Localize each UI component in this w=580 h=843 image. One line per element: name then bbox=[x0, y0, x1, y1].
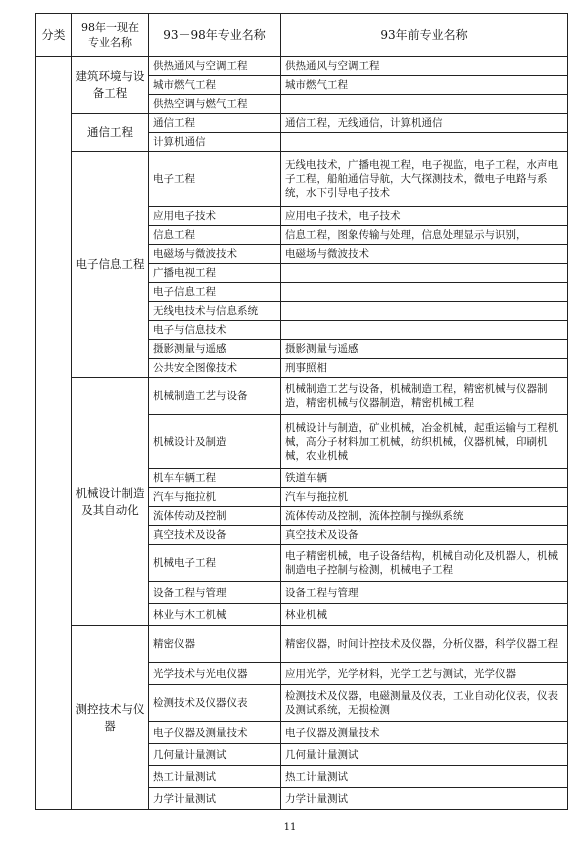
old-name: 几何量计量测试 bbox=[281, 744, 568, 766]
mid-name: 机械电子工程 bbox=[149, 545, 281, 582]
table-row bbox=[36, 378, 568, 415]
mid-name: 设备工程与管理 bbox=[149, 582, 281, 604]
group-name: 通信工程 bbox=[72, 114, 149, 152]
table-row bbox=[36, 152, 568, 207]
mid-name: 无线电技术与信息系统 bbox=[149, 302, 281, 321]
mid-name: 电子信息工程 bbox=[149, 283, 281, 302]
group-name: 建筑环境与设备工程 bbox=[72, 57, 149, 114]
mid-name: 光学技术与光电仪器 bbox=[149, 663, 281, 685]
old-name: 无线电技术，广播电视工程，电子视监，电子工程，水声电子工程，船舶通信导航，大气探测技术，微电子电路与系统，水下引导电子技术 bbox=[281, 152, 568, 207]
mid-name: 电磁场与微波技术 bbox=[149, 245, 281, 264]
old-name: 林业机械 bbox=[281, 604, 568, 626]
mid-name: 供热空调与燃气工程 bbox=[149, 95, 281, 114]
mid-name: 城市燃气工程 bbox=[149, 76, 281, 95]
mid-name: 电子仪器及测量技术 bbox=[149, 722, 281, 744]
header-row bbox=[36, 14, 568, 57]
table-row bbox=[36, 57, 568, 76]
old-name: 设备工程与管理 bbox=[281, 582, 568, 604]
mid-name: 真空技术及设备 bbox=[149, 526, 281, 545]
mid-name: 机械设计及制造 bbox=[149, 415, 281, 469]
page-number: 11 bbox=[283, 822, 297, 833]
mid-name: 机车车辆工程 bbox=[149, 469, 281, 488]
old-name bbox=[281, 321, 568, 340]
old-name: 检测技术及仪器，电磁测量及仪表，工业自动化仪表，仪表及测试系统，无损检测 bbox=[281, 685, 568, 722]
old-name: 流体传动及控制，流体控制与操纵系统 bbox=[281, 507, 568, 526]
mid-name: 广播电视工程 bbox=[149, 264, 281, 283]
mid-name: 通信工程 bbox=[149, 114, 281, 133]
old-name: 电子仪器及测量技术 bbox=[281, 722, 568, 744]
old-name: 电子精密机械，电子设备结构，机械自动化及机器人，机械制造电子控制与检测，机械电子工程 bbox=[281, 545, 568, 582]
mid-name: 信息工程 bbox=[149, 226, 281, 245]
mid-name: 电子与信息技术 bbox=[149, 321, 281, 340]
header-category: 分类 bbox=[36, 14, 72, 57]
mid-name: 林业与木工机械 bbox=[149, 604, 281, 626]
old-name: 汽车与拖拉机 bbox=[281, 488, 568, 507]
mid-name: 精密仪器 bbox=[149, 626, 281, 663]
old-name bbox=[281, 264, 568, 283]
old-name bbox=[281, 302, 568, 321]
table-row bbox=[36, 114, 568, 133]
old-name: 供热通风与空调工程 bbox=[281, 57, 568, 76]
mid-name: 力学计量测试 bbox=[149, 788, 281, 810]
header-pre-93-name: 93年前专业名称 bbox=[281, 14, 568, 57]
mid-name: 供热通风与空调工程 bbox=[149, 57, 281, 76]
old-name: 机械制造工艺与设备，机械制造工程，精密机械与仪器制造，精密机械与仪器制造，精密机械工程 bbox=[281, 378, 568, 415]
mid-name: 流体传动及控制 bbox=[149, 507, 281, 526]
mid-name: 摄影测量与遥感 bbox=[149, 340, 281, 359]
old-name: 机械设计与制造，矿业机械，冶金机械，起重运输与工程机械，高分子材料加工机械，纺织机械，仪器机械，印刷机械，农业机械 bbox=[281, 415, 568, 469]
mid-name: 应用电子技术 bbox=[149, 207, 281, 226]
old-name: 城市燃气工程 bbox=[281, 76, 568, 95]
header-current-name: 98年一现在专业名称 bbox=[72, 14, 149, 57]
mid-name: 电子工程 bbox=[149, 152, 281, 207]
old-name: 应用光学，光学材料，光学工艺与测试，光学仪器 bbox=[281, 663, 568, 685]
old-name: 摄影测量与遥感 bbox=[281, 340, 568, 359]
mid-name: 热工计量测试 bbox=[149, 766, 281, 788]
category-cell bbox=[36, 57, 72, 810]
old-name bbox=[281, 95, 568, 114]
group-name: 电子信息工程 bbox=[72, 152, 149, 378]
table-row bbox=[36, 626, 568, 663]
old-name: 力学计量测试 bbox=[281, 788, 568, 810]
mid-name: 计算机通信 bbox=[149, 133, 281, 152]
old-name: 信息工程，图象传输与处理，信息处理显示与识别， bbox=[281, 226, 568, 245]
mid-name: 汽车与拖拉机 bbox=[149, 488, 281, 507]
mid-name: 公共安全图像技术 bbox=[149, 359, 281, 378]
header-93-98-name: 93－98年专业名称 bbox=[149, 14, 281, 57]
old-name: 电磁场与微波技术 bbox=[281, 245, 568, 264]
old-name: 铁道车辆 bbox=[281, 469, 568, 488]
old-name: 刑事照相 bbox=[281, 359, 568, 378]
old-name: 精密仪器，时间计控技术及仪器，分析仪器，科学仪器工程 bbox=[281, 626, 568, 663]
old-name: 真空技术及设备 bbox=[281, 526, 568, 545]
mid-name: 几何量计量测试 bbox=[149, 744, 281, 766]
old-name: 通信工程，无线通信，计算机通信 bbox=[281, 114, 568, 133]
group-name: 测控技术与仪器 bbox=[72, 626, 149, 810]
old-name: 应用电子技术，电子技术 bbox=[281, 207, 568, 226]
old-name bbox=[281, 133, 568, 152]
mid-name: 检测技术及仪器仪表 bbox=[149, 685, 281, 722]
old-name: 热工计量测试 bbox=[281, 766, 568, 788]
old-name bbox=[281, 283, 568, 302]
group-name: 机械设计制造及其自动化 bbox=[72, 378, 149, 626]
major-mapping-table bbox=[35, 13, 568, 810]
mid-name: 机械制造工艺与设备 bbox=[149, 378, 281, 415]
